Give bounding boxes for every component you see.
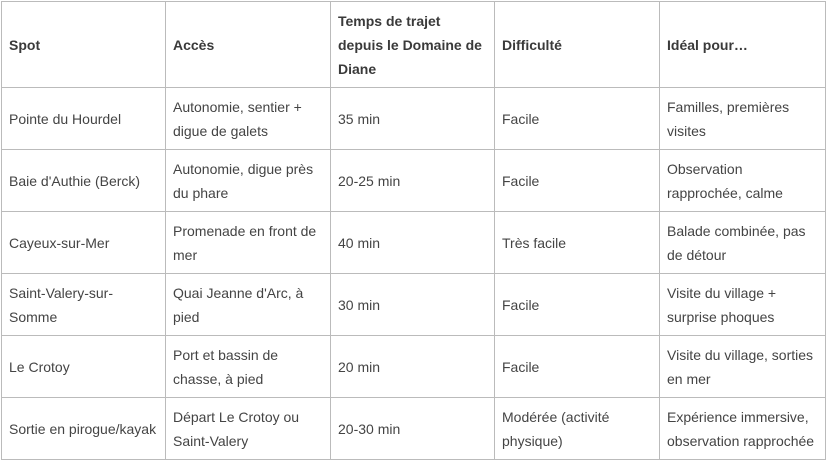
cell-difficulte: Très facile — [495, 212, 660, 274]
cell-difficulte: Facile — [495, 150, 660, 212]
cell-temps: 20 min — [331, 336, 495, 398]
cell-temps: 20-30 min — [331, 398, 495, 460]
spots-table — [1, 1, 826, 460]
table-row — [2, 150, 826, 212]
table-row — [2, 336, 826, 398]
cell-acces: Départ Le Crotoy ou Saint-Valery — [166, 398, 331, 460]
cell-acces: Autonomie, digue près du phare — [166, 150, 331, 212]
cell-acces: Quai Jeanne d'Arc, à pied — [166, 274, 331, 336]
cell-spot: Pointe du Hourdel — [2, 88, 166, 150]
cell-ideal: Visite du village + surprise phoques — [660, 274, 826, 336]
cell-difficulte: Facile — [495, 336, 660, 398]
header-difficulte: Difficulté — [495, 2, 660, 88]
cell-temps: 40 min — [331, 212, 495, 274]
cell-spot: Baie d'Authie (Berck) — [2, 150, 166, 212]
cell-spot: Le Crotoy — [2, 336, 166, 398]
cell-ideal: Familles, premières visites — [660, 88, 826, 150]
cell-temps: 30 min — [331, 274, 495, 336]
header-spot: Spot — [2, 2, 166, 88]
header-acces: Accès — [166, 2, 331, 88]
cell-difficulte: Facile — [495, 88, 660, 150]
cell-acces: Promenade en front de mer — [166, 212, 331, 274]
table-header-row — [2, 2, 826, 88]
cell-temps: 35 min — [331, 88, 495, 150]
cell-spot: Saint-Valery-sur-Somme — [2, 274, 166, 336]
cell-difficulte: Modérée (activité physique) — [495, 398, 660, 460]
cell-acces: Port et bassin de chasse, à pied — [166, 336, 331, 398]
table-row — [2, 88, 826, 150]
table-row — [2, 398, 826, 460]
table-row — [2, 212, 826, 274]
header-ideal-pour: Idéal pour… — [660, 2, 826, 88]
cell-acces: Autonomie, sentier + digue de galets — [166, 88, 331, 150]
table-row — [2, 274, 826, 336]
cell-ideal: Observation rapprochée, calme — [660, 150, 826, 212]
cell-ideal: Balade combinée, pas de détour — [660, 212, 826, 274]
cell-spot: Cayeux-sur-Mer — [2, 212, 166, 274]
cell-spot: Sortie en pirogue/kayak — [2, 398, 166, 460]
header-temps-de-trajet: Temps de trajet depuis le Domaine de Diane — [331, 2, 495, 88]
cell-difficulte: Facile — [495, 274, 660, 336]
cell-ideal: Expérience immersive, observation rapprochée — [660, 398, 826, 460]
cell-temps: 20-25 min — [331, 150, 495, 212]
cell-ideal: Visite du village, sorties en mer — [660, 336, 826, 398]
